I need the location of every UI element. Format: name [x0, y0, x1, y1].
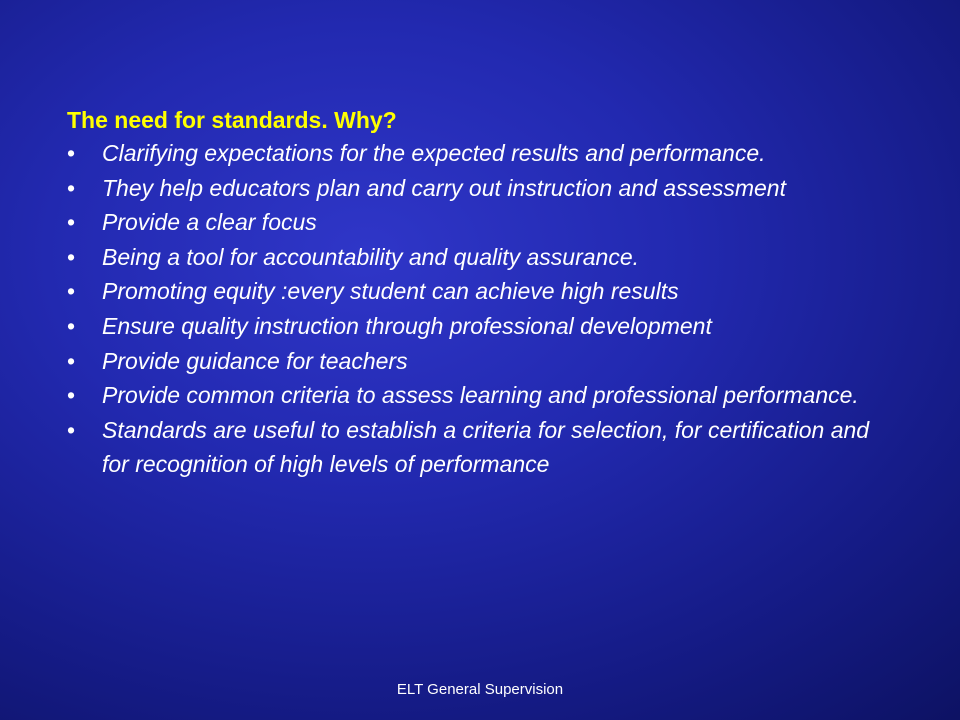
bullet-dot-icon: •	[67, 209, 76, 236]
bullet-dot-icon: •	[67, 278, 76, 305]
bullet-text: Standards are useful to establish a criteria for selection, for certification and for recognition of high levels of performance	[102, 416, 870, 478]
bullet-text: Provide common criteria to assess learning and professional performance.	[102, 382, 859, 409]
bullet-text: Being a tool for accountability and quality assurance.	[102, 243, 639, 270]
bullet-item	[67, 240, 887, 275]
bullet-item	[67, 378, 887, 413]
bullet-item	[67, 309, 887, 344]
bullet-dot-icon: •	[67, 174, 76, 201]
bullet-dot-icon: •	[67, 347, 76, 374]
bullet-dot-icon: •	[67, 416, 76, 443]
bullet-text: Promoting equity :every student can achieve high results	[102, 278, 679, 305]
bullet-item	[67, 344, 887, 379]
bullet-dot-icon: •	[67, 312, 76, 339]
bullet-text: They help educators plan and carry out instruction and assessment	[102, 174, 786, 201]
bullet-item	[67, 413, 887, 482]
bullet-text: Clarifying expectations for the expected results and performance.	[102, 140, 766, 166]
bullet-dot-icon: •	[67, 140, 76, 166]
bullet-item	[67, 171, 887, 206]
bullet-text: Ensure quality instruction through professional development	[102, 312, 712, 339]
slide-footer: ELT General Supervision	[396, 681, 564, 698]
slide-title: The need for standards. Why?	[67, 107, 397, 133]
bullet-item	[67, 274, 887, 309]
bullet-item	[67, 136, 887, 171]
bullet-text: Provide a clear focus	[102, 209, 317, 236]
bullet-dot-icon: •	[67, 243, 76, 270]
bullet-list	[67, 136, 887, 482]
bullet-text: Provide guidance for teachers	[102, 347, 408, 374]
slide-content	[67, 104, 887, 482]
bullet-item	[67, 205, 887, 240]
bullet-dot-icon: •	[67, 382, 76, 409]
